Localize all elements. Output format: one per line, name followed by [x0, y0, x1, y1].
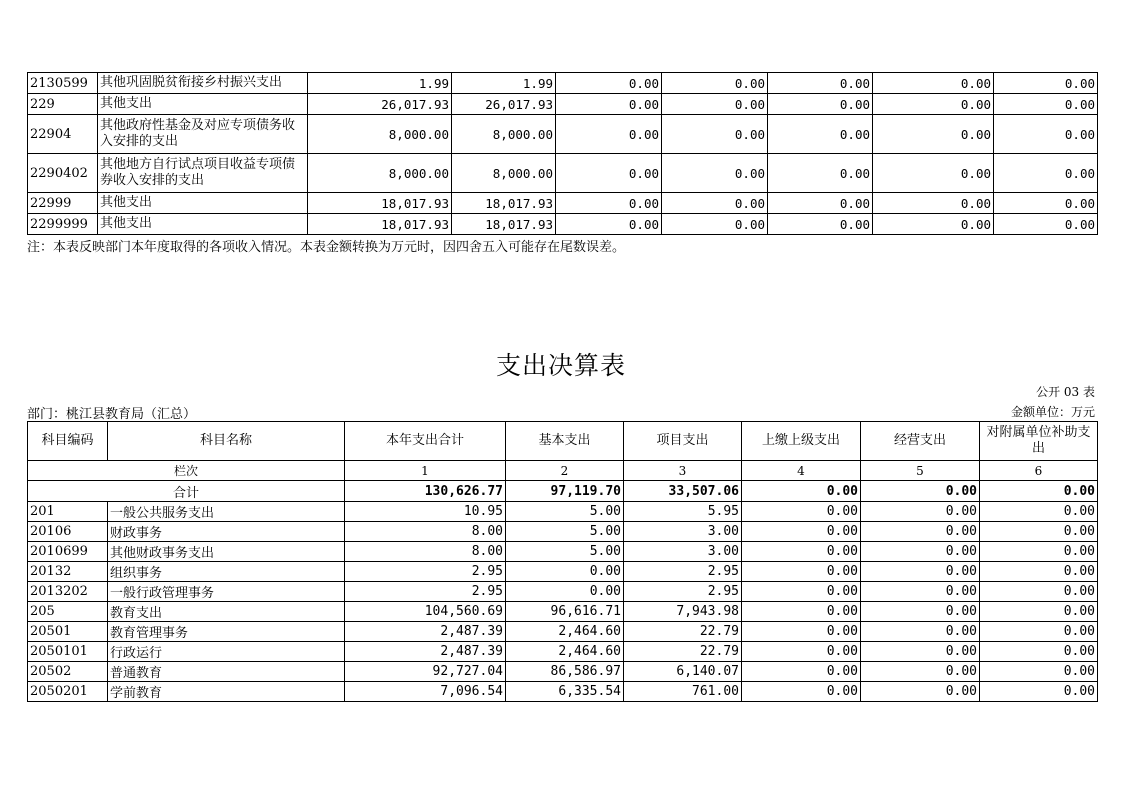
amount-cell: 0.00 [873, 73, 994, 94]
table-row [28, 682, 1098, 702]
table-row [28, 502, 1098, 522]
amount-cell: 0.00 [742, 602, 861, 622]
amount-cell: 2,487.39 [345, 622, 506, 642]
header-cell: 项目支出 [624, 422, 742, 461]
subject-code-cell: 205 [28, 602, 108, 622]
amount-cell: 0.00 [662, 73, 768, 94]
subject-code-cell: 20106 [28, 522, 108, 542]
subject-name-cell: 其他地方自行试点项目收益专项债券收入安排的支出 [98, 154, 308, 193]
subject-code-cell: 2050101 [28, 642, 108, 662]
amount-cell: 8,000.00 [308, 115, 452, 154]
amount-cell: 5.00 [506, 522, 624, 542]
index-number: 2 [506, 461, 624, 481]
header-cell: 对附属单位补助支出 [980, 422, 1098, 461]
amount-cell: 0.00 [662, 214, 768, 235]
amount-cell: 0.00 [873, 154, 994, 193]
table-row [28, 602, 1098, 622]
amount-cell: 2,464.60 [506, 622, 624, 642]
subject-name-cell: 普通教育 [108, 662, 345, 682]
amount-cell: 0.00 [980, 642, 1098, 662]
subject-name-cell: 一般行政管理事务 [108, 582, 345, 602]
income-continuation-body [28, 73, 1098, 235]
amount-cell: 8.00 [345, 522, 506, 542]
amount-cell: 0.00 [768, 115, 873, 154]
total-value: 0.00 [861, 481, 980, 502]
total-value: 0.00 [980, 481, 1098, 502]
table-row [28, 642, 1098, 662]
amount-cell: 0.00 [768, 73, 873, 94]
amount-cell: 3.00 [624, 522, 742, 542]
table-row [28, 622, 1098, 642]
subject-name-cell: 其他支出 [98, 94, 308, 115]
amount-cell: 8,000.00 [452, 154, 556, 193]
amount-cell: 0.00 [994, 154, 1098, 193]
amount-cell: 26,017.93 [452, 94, 556, 115]
amount-cell: 3.00 [624, 542, 742, 562]
amount-cell: 0.00 [768, 214, 873, 235]
subject-code-cell: 22904 [28, 115, 98, 154]
amount-cell: 5.95 [624, 502, 742, 522]
amount-cell: 7,943.98 [624, 602, 742, 622]
header-cell: 上缴上级支出 [742, 422, 861, 461]
subject-name-cell: 行政运行 [108, 642, 345, 662]
amount-cell: 18,017.93 [452, 193, 556, 214]
total-row [28, 481, 1098, 502]
department-label: 部门：桃江县教育局（汇总） [27, 407, 197, 422]
amount-cell: 6,140.07 [624, 662, 742, 682]
amount-cell: 0.00 [768, 94, 873, 115]
amount-cell: 0.00 [742, 642, 861, 662]
amount-cell: 22.79 [624, 642, 742, 662]
table-row [28, 115, 1098, 154]
amount-cell: 0.00 [742, 682, 861, 702]
subject-name-cell: 财政事务 [108, 522, 345, 542]
index-number: 4 [742, 461, 861, 481]
amount-cell: 26,017.93 [308, 94, 452, 115]
amount-cell: 0.00 [556, 154, 662, 193]
amount-cell: 0.00 [873, 193, 994, 214]
subject-name-cell: 其他支出 [98, 193, 308, 214]
amount-cell: 0.00 [662, 115, 768, 154]
subject-name-cell: 学前教育 [108, 682, 345, 702]
subject-code-cell: 2010699 [28, 542, 108, 562]
amount-cell: 0.00 [556, 193, 662, 214]
subject-name-cell: 组织事务 [108, 562, 345, 582]
income-continuation-table [27, 72, 1098, 235]
table-row [28, 582, 1098, 602]
table-note: 注：本表反映部门本年度取得的各项收入情况。本表金额转换为万元时，因四舍五入可能存在尾数误差。 [27, 240, 626, 255]
amount-cell: 0.00 [742, 502, 861, 522]
amount-cell: 0.00 [994, 94, 1098, 115]
total-label: 合计 [28, 481, 345, 502]
header-cell: 本年支出合计 [345, 422, 506, 461]
amount-cell: 0.00 [861, 562, 980, 582]
amount-cell: 0.00 [742, 522, 861, 542]
amount-cell: 0.00 [556, 214, 662, 235]
amount-cell: 0.00 [556, 73, 662, 94]
subject-code-cell: 2299999 [28, 214, 98, 235]
amount-cell: 5.00 [506, 542, 624, 562]
total-value: 97,119.70 [506, 481, 624, 502]
index-row [28, 461, 1098, 481]
amount-cell: 0.00 [861, 602, 980, 622]
amount-cell: 0.00 [873, 115, 994, 154]
amount-cell: 8.00 [345, 542, 506, 562]
subject-name-cell: 其他财政事务支出 [108, 542, 345, 562]
amount-cell: 0.00 [994, 73, 1098, 94]
amount-cell: 0.00 [742, 582, 861, 602]
subject-code-cell: 2130599 [28, 73, 98, 94]
subject-code-cell: 2013202 [28, 582, 108, 602]
table-row [28, 214, 1098, 235]
table-row [28, 193, 1098, 214]
amount-cell: 22.79 [624, 622, 742, 642]
amount-cell: 18,017.93 [308, 214, 452, 235]
amount-cell: 0.00 [662, 154, 768, 193]
amount-cell: 0.00 [980, 522, 1098, 542]
amount-cell: 7,096.54 [345, 682, 506, 702]
total-value: 0.00 [742, 481, 861, 502]
amount-cell: 0.00 [742, 622, 861, 642]
amount-cell: 0.00 [742, 542, 861, 562]
amount-cell: 0.00 [506, 562, 624, 582]
expenditure-body [28, 502, 1098, 702]
amount-unit-label: 金额单位：万元 [1010, 405, 1095, 419]
amount-cell: 96,616.71 [506, 602, 624, 622]
amount-cell: 0.00 [742, 662, 861, 682]
amount-cell: 0.00 [662, 94, 768, 115]
amount-cell: 0.00 [980, 622, 1098, 642]
amount-cell: 8,000.00 [452, 115, 556, 154]
amount-cell: 86,586.97 [506, 662, 624, 682]
index-label: 栏次 [28, 461, 345, 481]
amount-cell: 2.95 [345, 562, 506, 582]
amount-cell: 0.00 [861, 662, 980, 682]
table-row [28, 522, 1098, 542]
amount-cell: 0.00 [980, 662, 1098, 682]
amount-cell: 0.00 [861, 582, 980, 602]
amount-cell: 761.00 [624, 682, 742, 702]
subject-name-cell: 其他巩固脱贫衔接乡村振兴支出 [98, 73, 308, 94]
subject-code-cell: 20502 [28, 662, 108, 682]
header-cell: 基本支出 [506, 422, 624, 461]
amount-cell: 0.00 [768, 154, 873, 193]
subject-name-cell: 其他支出 [98, 214, 308, 235]
expenditure-table [27, 421, 1098, 702]
amount-cell: 92,727.04 [345, 662, 506, 682]
amount-cell: 18,017.93 [452, 214, 556, 235]
header-row [28, 422, 1098, 461]
table-row [28, 73, 1098, 94]
subject-code-cell: 2290402 [28, 154, 98, 193]
index-number: 6 [980, 461, 1098, 481]
amount-cell: 0.00 [556, 94, 662, 115]
amount-cell: 1.99 [308, 73, 452, 94]
amount-cell: 0.00 [980, 582, 1098, 602]
amount-cell: 5.00 [506, 502, 624, 522]
subject-code-cell: 201 [28, 502, 108, 522]
amount-cell: 0.00 [980, 682, 1098, 702]
table-row [28, 662, 1098, 682]
amount-cell: 104,560.69 [345, 602, 506, 622]
amount-cell: 0.00 [980, 602, 1098, 622]
amount-cell: 0.00 [994, 115, 1098, 154]
amount-cell: 8,000.00 [308, 154, 452, 193]
subject-name-cell: 教育支出 [108, 602, 345, 622]
amount-cell: 0.00 [556, 115, 662, 154]
amount-cell: 2.95 [345, 582, 506, 602]
table-row [28, 94, 1098, 115]
amount-cell: 6,335.54 [506, 682, 624, 702]
amount-cell: 0.00 [861, 522, 980, 542]
subject-code-cell: 22999 [28, 193, 98, 214]
subject-code-cell: 2050201 [28, 682, 108, 702]
amount-cell: 0.00 [873, 214, 994, 235]
page-title: 支出决算表 [495, 351, 626, 380]
amount-cell: 1.99 [452, 73, 556, 94]
total-value: 33,507.06 [624, 481, 742, 502]
amount-cell: 2,464.60 [506, 642, 624, 662]
index-number: 3 [624, 461, 742, 481]
amount-cell: 2.95 [624, 582, 742, 602]
amount-cell: 0.00 [873, 94, 994, 115]
subject-code-cell: 20501 [28, 622, 108, 642]
amount-cell: 18,017.93 [308, 193, 452, 214]
amount-cell: 0.00 [994, 214, 1098, 235]
table-row [28, 542, 1098, 562]
table-row [28, 154, 1098, 193]
header-cell: 经营支出 [861, 422, 980, 461]
amount-cell: 0.00 [506, 582, 624, 602]
index-number: 1 [345, 461, 506, 481]
amount-cell: 0.00 [861, 542, 980, 562]
amount-cell: 0.00 [861, 682, 980, 702]
table-row [28, 562, 1098, 582]
amount-cell: 0.00 [861, 642, 980, 662]
total-value: 130,626.77 [345, 481, 506, 502]
subject-name-cell: 一般公共服务支出 [108, 502, 345, 522]
amount-cell: 0.00 [662, 193, 768, 214]
amount-cell: 10.95 [345, 502, 506, 522]
subject-code-cell: 20132 [28, 562, 108, 582]
subject-code-cell: 229 [28, 94, 98, 115]
amount-cell: 2,487.39 [345, 642, 506, 662]
subject-name-cell: 教育管理事务 [108, 622, 345, 642]
header-cell: 科目名称 [108, 422, 345, 461]
amount-cell: 0.00 [980, 542, 1098, 562]
subject-name-cell: 其他政府性基金及对应专项债务收入安排的支出 [98, 115, 308, 154]
form-number: 公开 03 表 [1036, 385, 1095, 399]
amount-cell: 0.00 [742, 562, 861, 582]
amount-cell: 0.00 [980, 562, 1098, 582]
index-number: 5 [861, 461, 980, 481]
amount-cell: 0.00 [980, 502, 1098, 522]
amount-cell: 0.00 [861, 502, 980, 522]
amount-cell: 2.95 [624, 562, 742, 582]
header-cell: 科目编码 [28, 422, 108, 461]
amount-cell: 0.00 [861, 622, 980, 642]
amount-cell: 0.00 [994, 193, 1098, 214]
amount-cell: 0.00 [768, 193, 873, 214]
